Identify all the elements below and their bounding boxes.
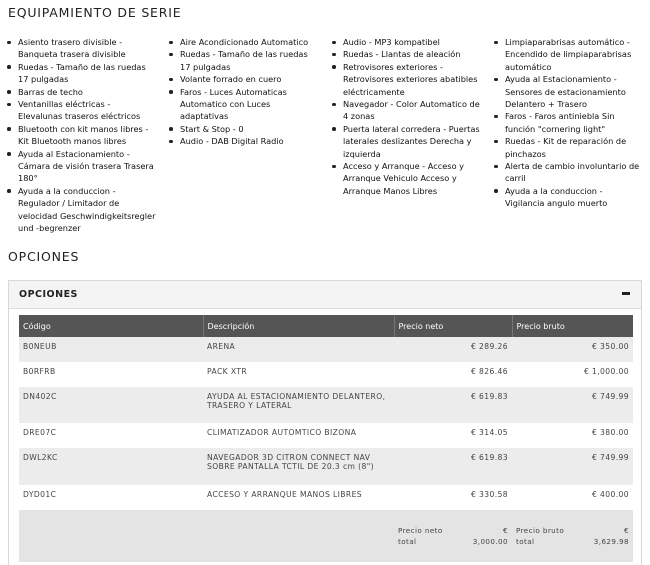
equipment-columns <box>0 36 650 236</box>
equipment-item: Faros - Luces Automaticas Automatico con Luces adaptativas <box>166 86 318 123</box>
footer-bruto-label: Precio bruto total <box>516 526 565 546</box>
cell-desc: PACK XTR <box>203 362 394 387</box>
cell-desc: AYUDA AL ESTACIONAMIENTO DELANTERO, TRASERO Y LATERAL <box>203 387 394 423</box>
cell-neto: € 330.58 <box>394 485 512 510</box>
column-header-descripcion: Descripción <box>203 315 394 337</box>
equipment-item: Audio - MP3 kompatibel <box>329 36 481 48</box>
footer-bruto-value <box>594 526 629 547</box>
equipment-item: Ventanillas eléctricas - Elevalunas traseros eléctricos <box>4 98 156 123</box>
cell-code: B0NEUB <box>19 337 203 362</box>
table-row <box>19 337 633 362</box>
table-row <box>19 485 633 510</box>
options-table <box>19 315 633 562</box>
cell-bruto: € 749.99 <box>512 387 633 423</box>
cell-desc: ACCESO Y ARRANQUE MANOS LIBRES <box>203 485 394 510</box>
footer-neto-cell <box>394 510 512 562</box>
cell-desc: NAVEGADOR 3D CITRON CONNECT NAV SOBRE PANTALLA TCTIL DE 20.3 cm (8") <box>203 448 394 485</box>
equipment-column-3 <box>329 36 481 197</box>
equipment-item: Ayuda a la conduccion - Vigilancia angulo muerto <box>491 185 643 210</box>
equipment-item: Ayuda al Estacionamiento - Sensores de estacionamiento Delantero + Trasero <box>491 73 643 110</box>
column-header-precio-neto: Precio neto <box>394 315 512 337</box>
section-title-equipamiento: EQUIPAMIENTO DE SERIE <box>8 5 182 20</box>
equipment-item: Ayuda al Estacionamiento - Cámara de visión trasera Trasera 180° <box>4 148 156 185</box>
options-panel-header[interactable] <box>9 281 641 309</box>
equipment-item: Bluetooth con kit manos libres - Kit Bluetooth manos libres <box>4 123 156 148</box>
footer-neto-amount: 3,000.00 <box>472 536 508 546</box>
equipment-item: Audio - DAB Digital Radio <box>166 135 318 147</box>
collapse-minus-icon[interactable] <box>622 292 630 295</box>
cell-neto: € 826.46 <box>394 362 512 387</box>
equipment-item: Faros - Faros antiniebla Sin función "cornering light" <box>491 110 643 135</box>
equipment-item: Asiento trasero divisible - Banqueta trasera divisible <box>4 36 156 61</box>
equipment-item: Volante forrado en cuero <box>166 73 318 85</box>
equipment-item: Start & Stop - 0 <box>166 123 318 135</box>
cell-desc: CLIMATIZADOR AUTOMTICO BIZONA <box>203 423 394 448</box>
cell-code: DWL2KC <box>19 448 203 485</box>
table-row <box>19 362 633 387</box>
equipment-item: Barras de techo <box>4 86 156 98</box>
equipment-item: Ruedas - Kit de reparación de pinchazos <box>491 135 643 160</box>
cell-neto: € 314.05 <box>394 423 512 448</box>
equipment-item: Acceso y Arranque - Acceso y Arranque Vehiculo Acceso y Arranque Manos Libres <box>329 160 481 197</box>
column-header-precio-bruto: Precio bruto <box>512 315 633 337</box>
cell-bruto: € 749.99 <box>512 448 633 485</box>
footer-neto-label: Precio neto total <box>398 526 443 546</box>
footer-bruto-currency: € <box>624 526 629 535</box>
equipment-item: Ruedas - Llantas de aleación <box>329 48 481 60</box>
column-header-codigo: Código <box>19 315 203 337</box>
equipment-item: Ruedas - Tamaño de las ruedas 17 pulgadas <box>166 48 318 73</box>
cell-bruto: € 380.00 <box>512 423 633 448</box>
cell-code: DN402C <box>19 387 203 423</box>
table-row <box>19 423 633 448</box>
equipment-item: Ayuda a la conduccion - Regulador / Limitador de velocidad Geschwindigkeitsregler und -begrenzer <box>4 185 156 235</box>
cell-code: DRE07C <box>19 423 203 448</box>
equipment-item: Alerta de cambio involuntario de carril <box>491 160 643 185</box>
equipment-item: Retrovisores exteriores - Retrovisores exteriores abatibles eléctricamente <box>329 61 481 98</box>
equipment-item: Navegador - Color Automatico de 4 zonas <box>329 98 481 123</box>
options-panel <box>8 280 642 565</box>
cell-code: DYD01C <box>19 485 203 510</box>
equipment-column-2 <box>166 36 318 148</box>
cell-neto: € 289.26 <box>394 337 512 362</box>
equipment-item: Limpiaparabrisas automático - Encendido de limpiaparabrisas automático <box>491 36 643 73</box>
cell-neto: € 619.83 <box>394 448 512 485</box>
footer-neto-value <box>473 526 508 547</box>
options-panel-title: OPCIONES <box>19 289 78 300</box>
cell-bruto: € 350.00 <box>512 337 633 362</box>
table-row <box>19 448 633 485</box>
equipment-item: Puerta lateral corredera - Puertas laterales deslizantes Derecha y izquierda <box>329 123 481 160</box>
cell-bruto: € 400.00 <box>512 485 633 510</box>
footer-neto-currency: € <box>503 526 508 535</box>
cell-code: B0RFRB <box>19 362 203 387</box>
cell-bruto: € 1,000.00 <box>512 362 633 387</box>
equipment-column-1 <box>4 36 156 235</box>
table-footer-row <box>19 510 633 562</box>
equipment-item: Aire Acondicionado Automatico <box>166 36 318 48</box>
table-row <box>19 387 633 423</box>
cell-neto: € 619.83 <box>394 387 512 423</box>
equipment-item: Ruedas - Tamaño de las ruedas 17 pulgadas <box>4 61 156 86</box>
footer-bruto-amount: 3,629.98 <box>593 536 629 546</box>
footer-bruto-cell <box>512 510 633 562</box>
equipment-column-4 <box>491 36 643 210</box>
section-title-opciones: OPCIONES <box>8 249 80 264</box>
cell-desc: ARENA <box>203 337 394 362</box>
